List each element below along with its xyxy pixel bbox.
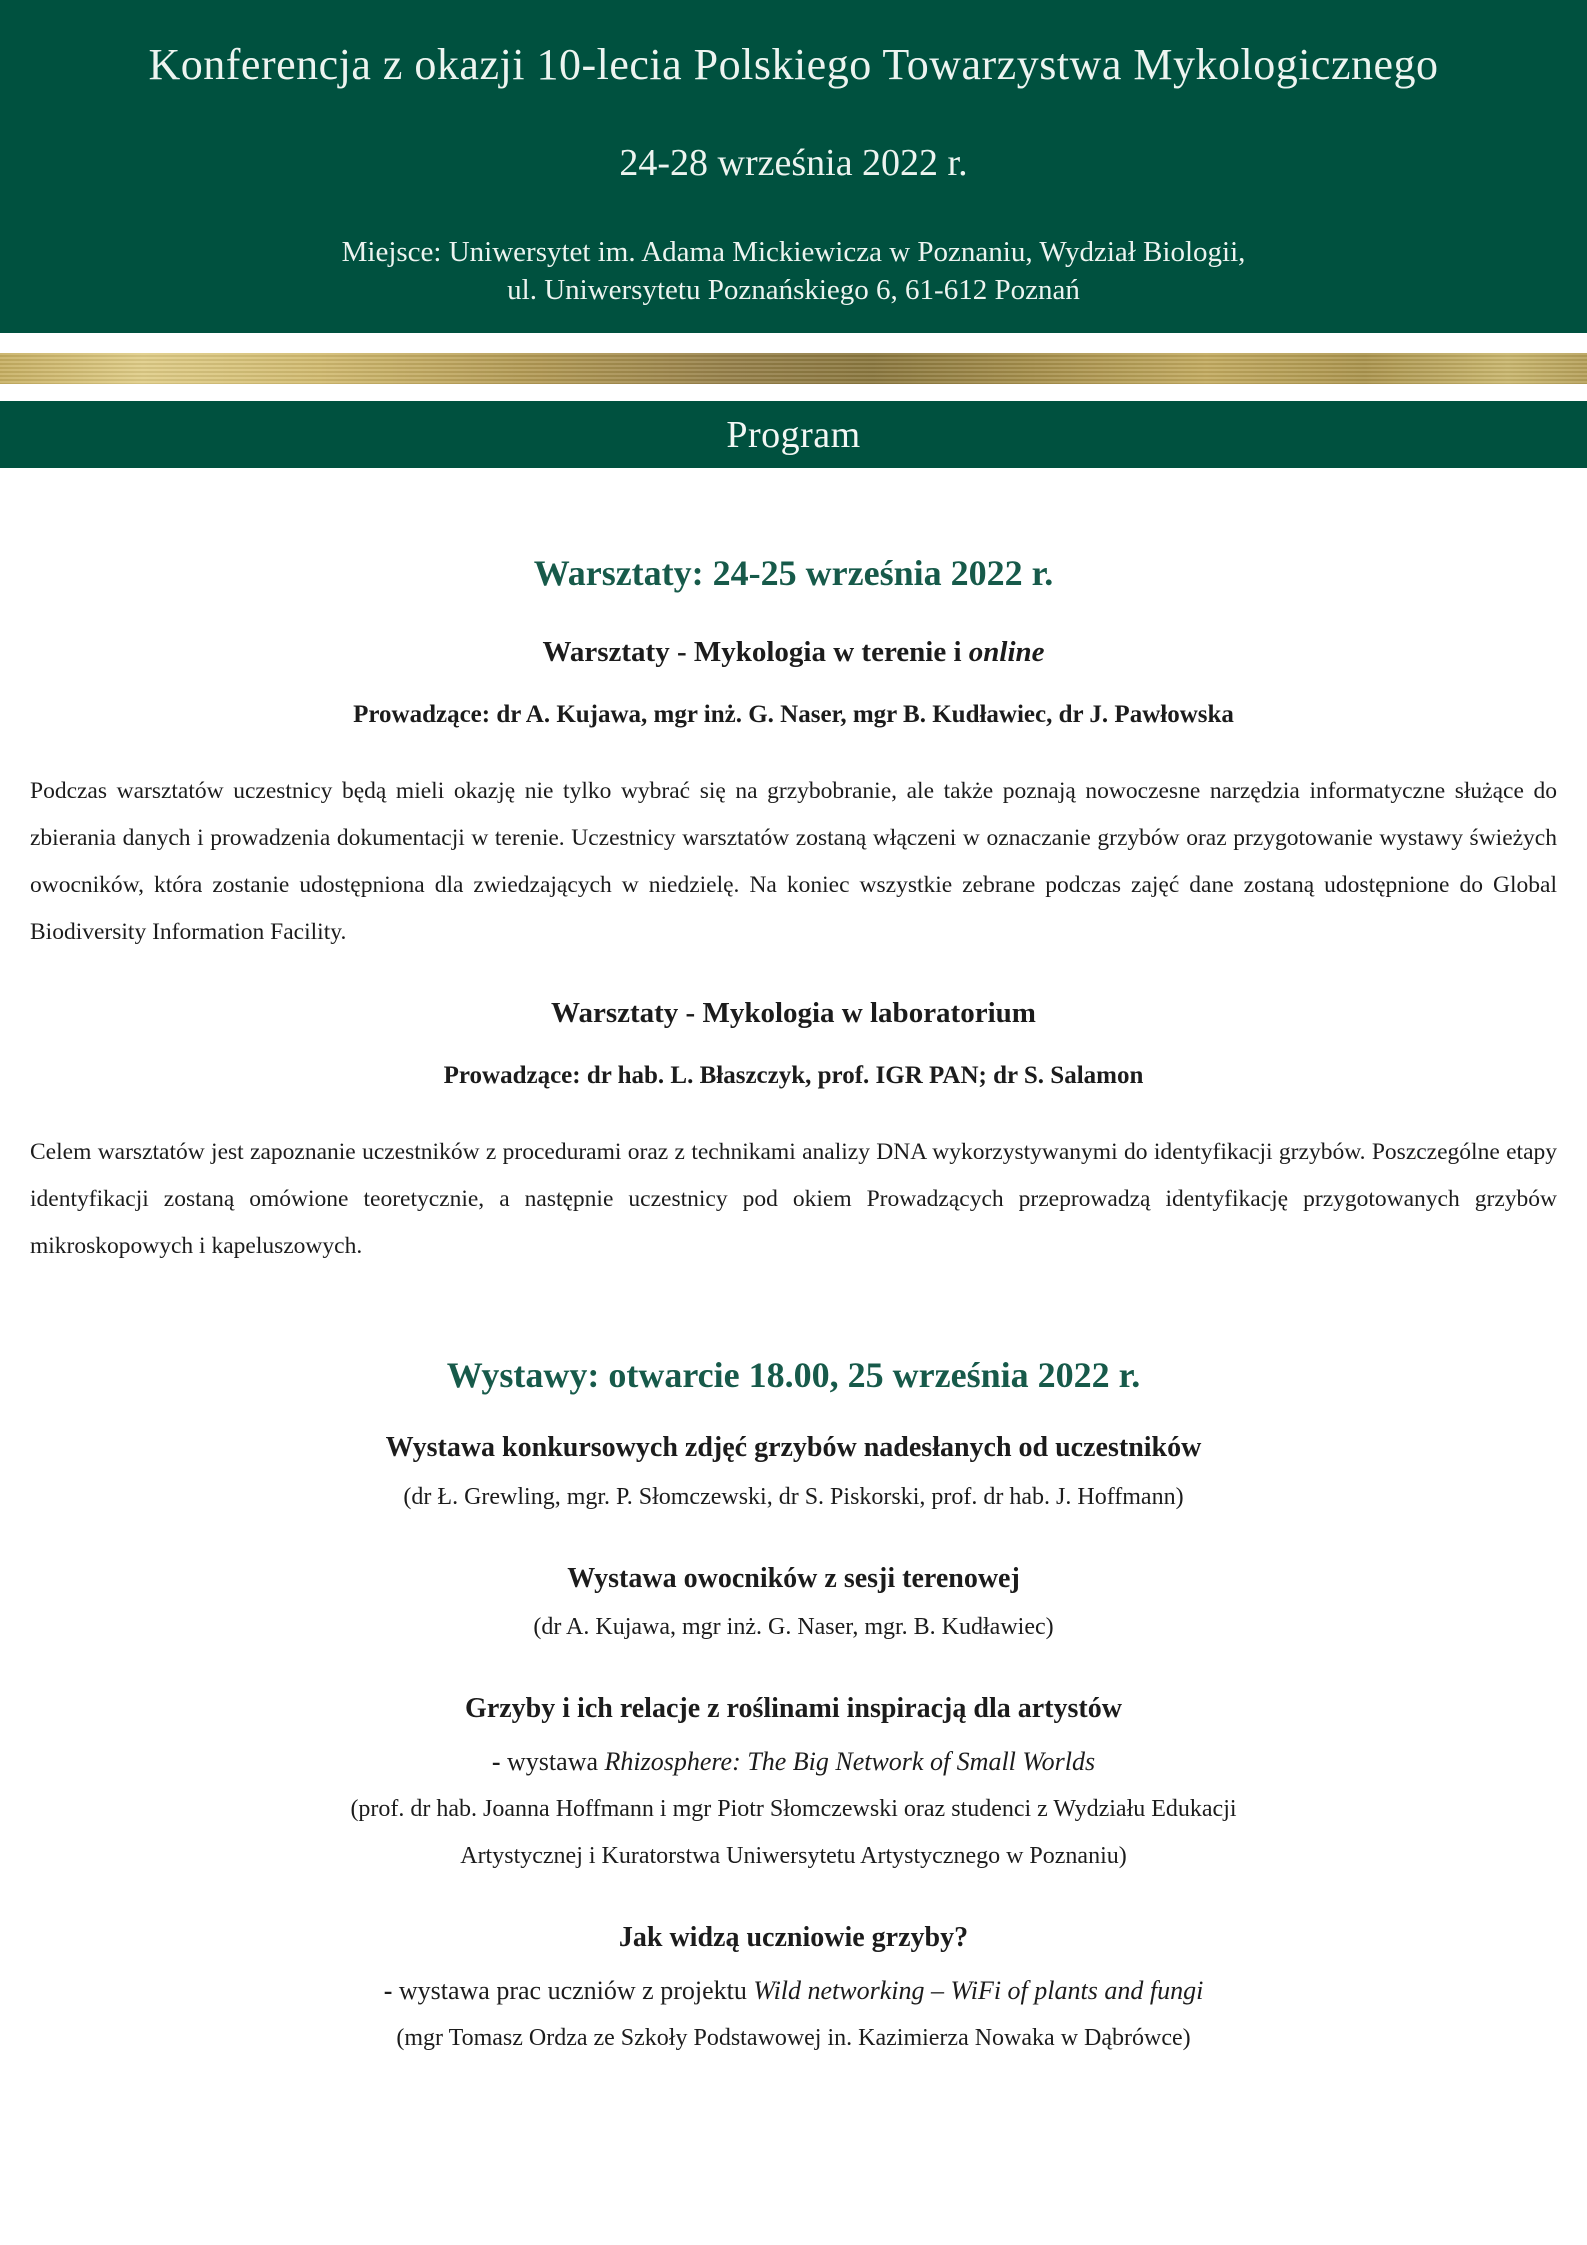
- session-title-text: Warsztaty - Mykologia w terenie i: [542, 636, 969, 669]
- session-title-italic: online: [968, 636, 1045, 669]
- conference-title: Konferencja z okazji 10-lecia Polskiego Towarzystwa Mykologicznego: [148, 40, 1439, 89]
- workshop-session-lab: [0, 996, 1587, 1270]
- workshop-session-field: [0, 635, 1587, 956]
- exhibit-title: Grzyby i ich relacje z roślinami inspiracją dla artystów: [465, 1693, 1122, 1725]
- subtitle-dash: -: [383, 1975, 399, 2005]
- exhibit-subtitle: [0, 1746, 1587, 1777]
- workshops-section-heading: Warsztaty: 24-25 września 2022 r.: [533, 553, 1054, 593]
- program-bar-label: Program: [726, 413, 861, 456]
- workshop-session-title: [0, 635, 1587, 670]
- exhibit-credit: (dr Ł. Grewling, mgr. P. Słomczewski, dr S. Piskorski, prof. dr hab. J. Hoffmann): [403, 1483, 1184, 1510]
- exhibit-title: Wystawa owocników z sesji terenowej: [567, 1562, 1020, 1594]
- exhibit-credit: (mgr Tomasz Ordza ze Szkoły Podstawowej in. Kazimierza Nowaka w Dąbrówce): [396, 2024, 1191, 2051]
- conference-location: [0, 233, 1587, 309]
- exhibit-item: [0, 1692, 1587, 1871]
- exhibit-title: Jak widzą uczniowie grzyby?: [618, 1921, 969, 1953]
- workshop-session-leaders: Prowadzące: dr A. Kujawa, mgr inż. G. Naser, mgr B. Kudławiec, dr J. Pawłowska: [353, 700, 1234, 728]
- gold-divider-bar: [0, 353, 1587, 384]
- exhibit-title: Wystawa konkursowych zdjęć grzybów nadesłanych od uczestników: [385, 1431, 1202, 1463]
- exhibit-subtitle: [0, 1975, 1587, 2006]
- workshop-session-title: [0, 996, 1587, 1031]
- subtitle-italic: Wild networking – WiFi of plants and fungi: [753, 1975, 1204, 2005]
- exhibit-item: [0, 1431, 1587, 1512]
- exhibit-item: [0, 1921, 1587, 2053]
- subtitle-italic: Rhizosphere: The Big Network of Small Worlds: [604, 1746, 1096, 1776]
- program-body: [0, 552, 1587, 2053]
- header-banner: [0, 0, 1587, 333]
- conference-dates: 24-28 września 2022 r.: [619, 141, 968, 184]
- workshop-session-description: Celem warsztatów jest zapoznanie uczestników z procedurami oraz z technikami analizy DNA wykorzystywanymi do identyfikacji grzybów. Poszczególne etapy identyfikacji zostaną omówione teoretycznie, a następnie uczestnicy pod okiem Prowadzących przeprowadzą identyfikację przygotowanych grzybów mikroskopowych i kapeluszowych.: [30, 1138, 1557, 1259]
- location-line-2: ul. Uniwersytetu Poznańskiego 6, 61-612 Poznań: [507, 273, 1080, 306]
- subtitle-dash: -: [491, 1746, 508, 1776]
- workshop-session-leaders: Prowadzące: dr hab. L. Błaszczyk, prof. IGR PAN; dr S. Salamon: [443, 1061, 1144, 1089]
- exhibit-credit: (dr A. Kujawa, mgr inż. G. Naser, mgr. B. Kudławiec): [533, 1614, 1054, 1641]
- exhibit-credit-line: (prof. dr hab. Joanna Hoffmann i mgr Piotr Słomczewski oraz studenci z Wydziału Edukacji: [350, 1795, 1237, 1822]
- location-line-1: Miejsce: Uniwersytet im. Adama Mickiewicza w Poznaniu, Wydział Biologii,: [341, 235, 1246, 268]
- program-bar: [0, 401, 1587, 468]
- exhibit-credit-line: Artystycznej i Kuratorstwa Uniwersytetu Artystycznego w Poznaniu): [460, 1842, 1127, 1869]
- workshop-session-description: Podczas warsztatów uczestnicy będą mieli okazję nie tylko wybrać się na grzybobranie, ale także poznają nowoczesne narzędzia informatyczne służące do zbierania danych i prowadzenia dokumentacji w terenie. Uczestnicy warsztatów zostaną włączeni w oznaczanie grzybów oraz przygotowanie wystawy świeżych owocników, która zostanie udostępniona dla zwiedzających w niedzielę. Na koniec wszystkie zebrane podczas zajęć dane zostaną udostępnione do Global Biodiversity Information Facility.: [30, 777, 1557, 945]
- subtitle-text: wystawa: [507, 1746, 605, 1776]
- session-title-text: Warsztaty - Mykologia w laboratorium: [551, 996, 1036, 1029]
- exhibitions-section-heading: Wystawy: otwarcie 18.00, 25 września 2022 r.: [446, 1354, 1141, 1395]
- subtitle-text: wystawa prac uczniów z projektu: [398, 1975, 754, 2005]
- exhibit-item: [0, 1562, 1587, 1643]
